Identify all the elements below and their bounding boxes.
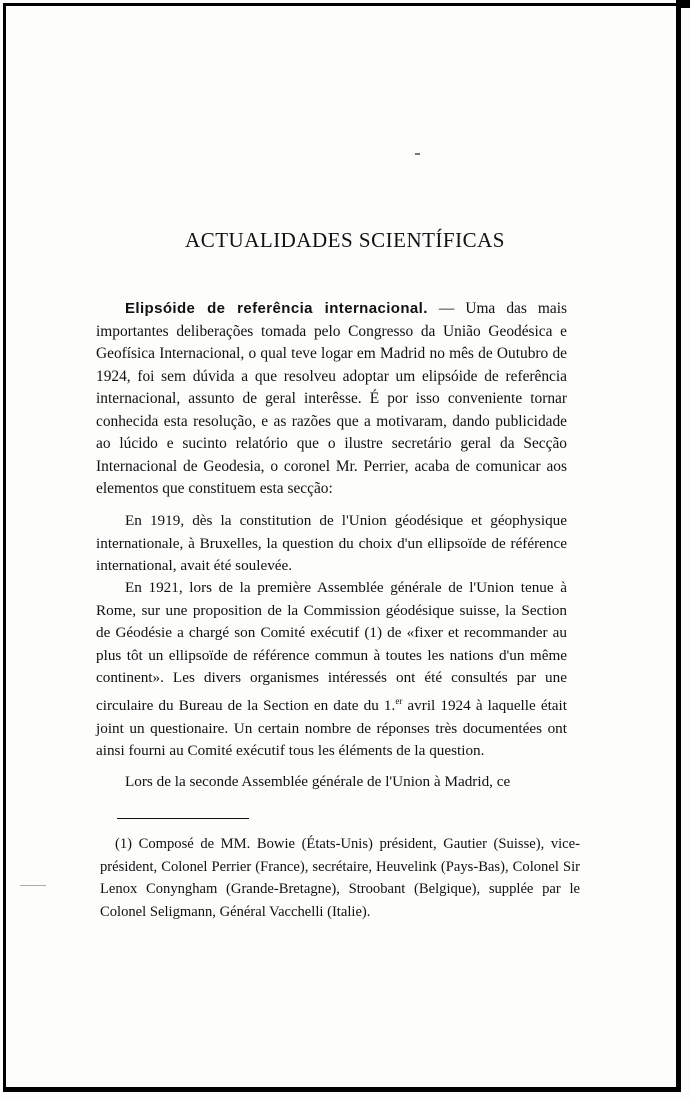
quote-paragraph-2-text-b: avril 1924 à laquelle était joint un questionaire. Un certain nombre de réponses très documentées ont ainsi fourni au Comité exécutif tous les éléments de la question. <box>96 697 567 760</box>
intro-body: — Uma das mais importantes deliberações tomada pelo Congresso da União Geodésica e Geofísica Internacional, o qual teve logar em Madrid no mês de Outubro de 1924, foi sem dúvida a que resolveu adoptar um elipsóide de referência internacional, assunto de geral interêsse. É por isso conveniente tornar conhecida esta resolução, e as razões que a motivaram, dando publicidade ao lúcido e sucinto relatório que o ilustre secretário geral da Secção Internacional de Geodesia, o coronel Mr. Perrier, acaba de comunicar aos elementos que constituem esta secção: <box>96 300 567 497</box>
intro-paragraph <box>96 298 567 501</box>
footnote-divider <box>117 818 249 819</box>
section-heading: Elipsóide de referência internacional. <box>125 300 428 317</box>
margin-scan-mark <box>20 885 46 886</box>
scan-speck <box>415 153 420 155</box>
footnote: (1) Composé de MM. Bowie (États-Unis) président, Gautier (Suisse), vice-président, Colonel Perrier (France), secrétaire, Heuvelink (Pays-Bas), Colonel Sir Lenox Conyngham (Grande-Bretagne), Stroobant (Belgique), supplée par le Colonel Seligmann, Général Vacchelli (Italie). <box>100 836 580 920</box>
corner-scan-mark <box>676 0 690 8</box>
ordinal-superscript: er <box>395 695 403 706</box>
quote-paragraph-2-text-a: En 1921, lors de la première Assemblée générale de l'Union tenue à Rome, sur une proposition de la Commission géodésique suisse, la Section de Géodésie a chargé son Comité exécutif (1) de «fixer et recommander au plus tôt un ellipsoïde de référence commun à toutes les nations d'un même continent». Les divers organismes intéressés ont été consultés par une circulaire du Bureau de la Section en date du 1. <box>96 579 567 715</box>
quote-paragraph-1: En 1919, dès la constitution de l'Union géodésique et géophysique internationale, à Bruxelles, la question du choix d'un ellipsoïde de référence international, avait été soulevée. <box>96 512 567 575</box>
quote-paragraph-2 <box>96 577 567 763</box>
quote-paragraph-3: Lors de la seconde Assemblée générale de l'Union à Madrid, ce <box>125 773 511 790</box>
page-title: ACTUALIDADES SCIENTÍFICAS <box>185 228 505 252</box>
